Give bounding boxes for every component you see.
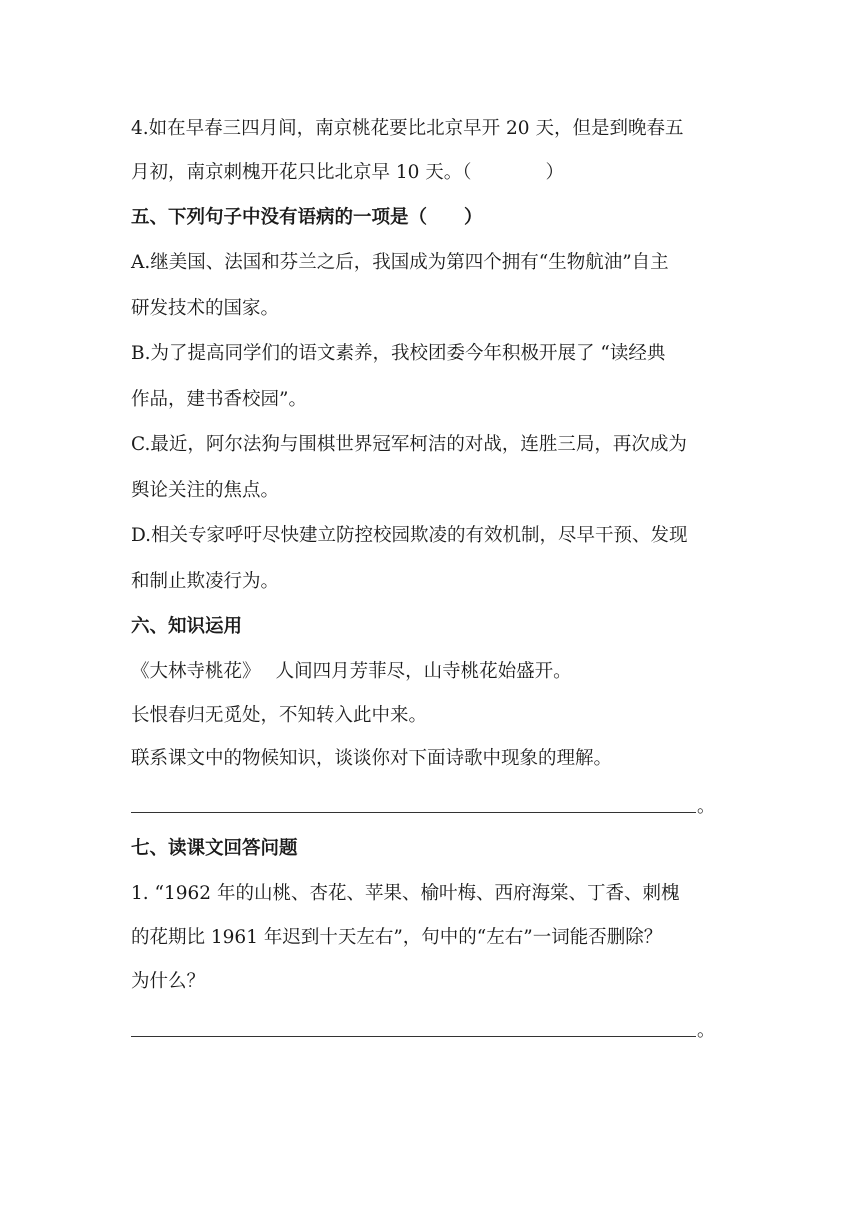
section-5-heading: 五、下列句子中没有语病的一项是（ ） <box>131 207 483 228</box>
option-c-line-1: C.最近，阿尔法狗与围棋世界冠军柯洁的对战，连胜三局，再次成为 <box>131 434 687 455</box>
q4-line-2: 月初，南京刺槐开花只比北京早 10 天。（ ） <box>131 162 565 183</box>
answer-end-7: 。 <box>697 1020 715 1041</box>
question-1-line-1: 1. “1962 年的山桃、杏花、苹果、榆叶梅、西府海棠、丁香、刺槐 <box>131 883 680 904</box>
option-b-line-1: B.为了提高同学们的语文素养，我校团委今年积极开展了 “读经典 <box>131 343 666 364</box>
option-a-line-1: A.继美国、法国和芬兰之后，我国成为第四个拥有“生物航油”自主 <box>131 252 669 273</box>
section-6-prompt: 联系课文中的物候知识，谈谈你对下面诗歌中现象的理解。 <box>131 748 613 769</box>
option-a-line-2: 研发技术的国家。 <box>131 298 280 319</box>
option-c-line-2: 舆论关注的焦点。 <box>131 480 280 501</box>
answer-line-7[interactable] <box>131 1036 696 1037</box>
question-1-line-2: 的花期比 1961 年迟到十天左右”，句中的“左右”一词能否删除？ <box>131 927 663 948</box>
section-6-heading: 六、知识运用 <box>131 616 243 637</box>
answer-end-6: 。 <box>697 796 715 817</box>
poem-line-1: 《大林寺桃花》 人间四月芳菲尽，山寺桃花始盛开。 <box>131 661 572 682</box>
question-1-line-3: 为什么？ <box>131 971 206 992</box>
option-d-line-1: D.相关专家呼吁尽快建立防控校园欺凌的有效机制，尽早干预、发现 <box>131 525 688 546</box>
q4-line-1: 4.如在早春三四月间，南京桃花要比北京早开 20 天，但是到晚春五 <box>131 118 684 139</box>
option-d-line-2: 和制止欺凌行为。 <box>131 571 280 592</box>
poem-line-2: 长恨春归无觅处，不知转入此中来。 <box>131 705 428 726</box>
option-b-line-2: 作品，建书香校园”。 <box>131 389 307 410</box>
section-7-heading: 七、读课文回答问题 <box>131 838 298 859</box>
answer-line-6[interactable] <box>131 812 696 813</box>
